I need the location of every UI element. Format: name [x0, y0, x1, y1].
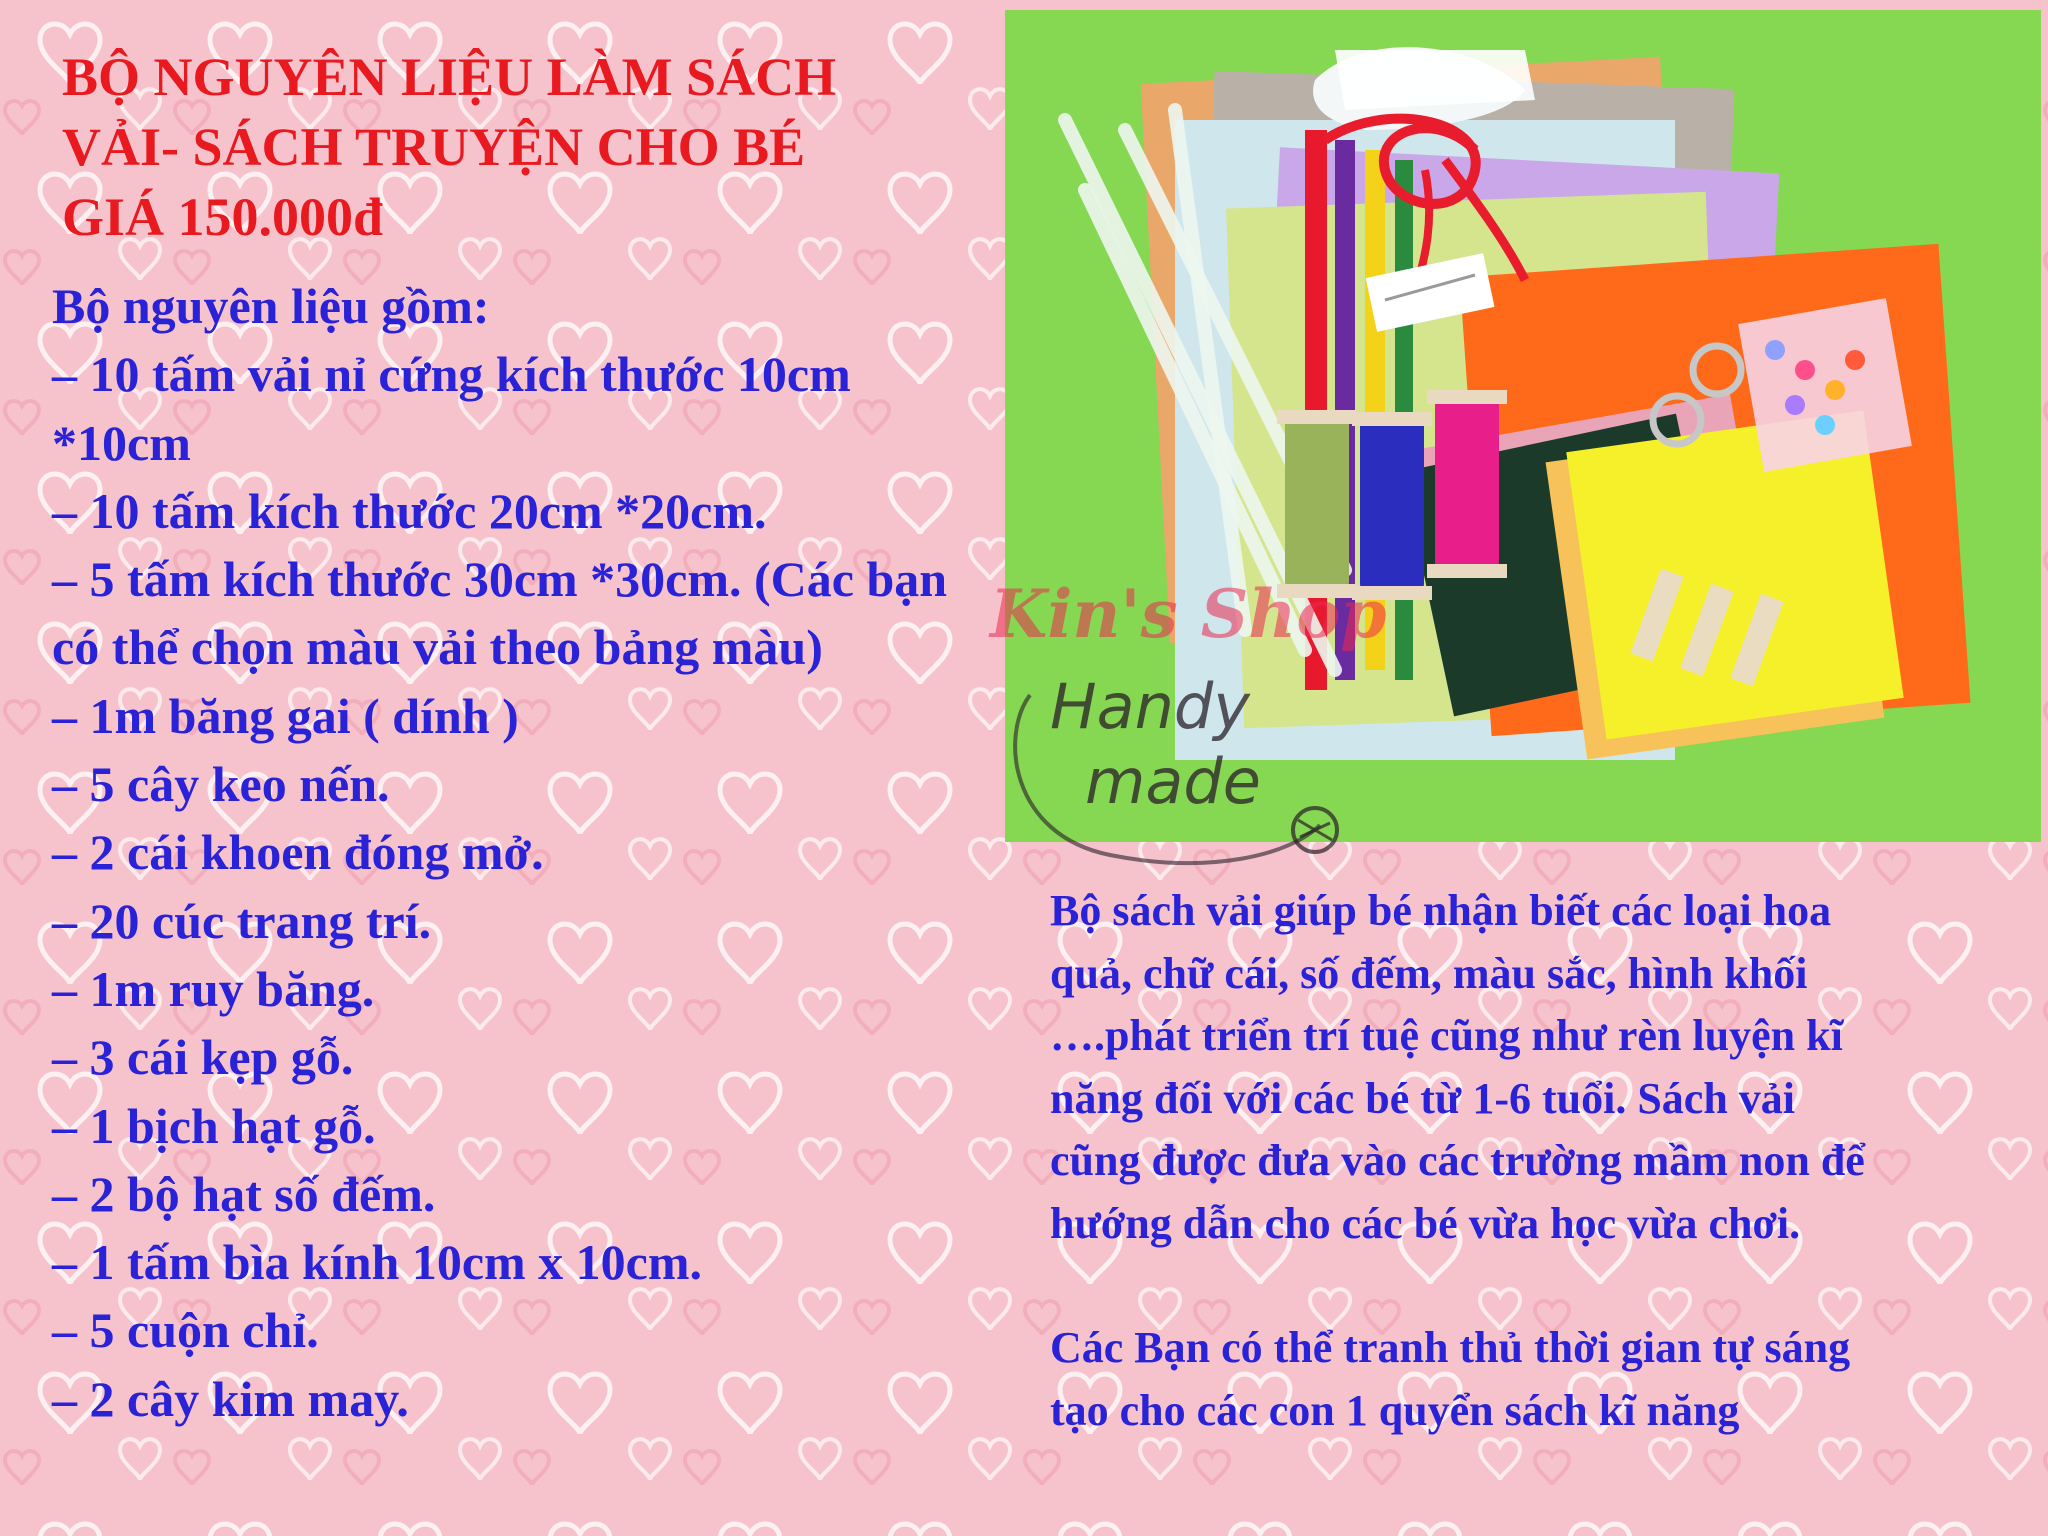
watermark-handy: Handy [1050, 670, 1250, 743]
list-item: – 1 bịch hạt gỗ. [52, 1097, 376, 1154]
list-item: – 20 cúc trang trí. [52, 892, 432, 949]
product-title [62, 42, 982, 252]
list-item: – 2 bộ hạt số đếm. [52, 1165, 436, 1222]
list-item: – 1m băng gai ( dính ) [52, 687, 519, 744]
description-line: năng đối với các bé từ 1-6 tuổi. Sách vải [1050, 1073, 1796, 1123]
watermark-shop-name: Kin's Shop [990, 575, 1387, 653]
materials-list [52, 272, 1062, 1433]
description-line: Các Bạn có thể tranh thủ thời gian tự sáng [1050, 1323, 1851, 1372]
materials-heading: Bộ nguyên liệu gồm: [52, 278, 490, 334]
product-description [1050, 880, 2040, 1442]
title-line: VẢI- SÁCH TRUYỆN CHO BÉ [62, 117, 806, 177]
list-item: – 2 cây kim may. [52, 1370, 409, 1427]
description-line: hướng dẫn cho các bé vừa học vừa chơi. [1050, 1198, 1801, 1248]
price-line: GIÁ 150.000đ [62, 187, 384, 247]
list-item: – 5 cuộn chỉ. [52, 1302, 319, 1359]
description-line: tạo cho các con 1 quyển sách kĩ năng [1050, 1385, 1740, 1435]
description-line: cũng được đưa vào các trường mầm non để [1050, 1136, 1865, 1185]
description-line: quả, chữ cái, số đếm, màu sắc, hình khối [1050, 948, 1808, 998]
list-item: – 5 tấm kích thước 30cm *30cm. (Các bạn [52, 551, 948, 608]
felt-kit-illustration [1005, 10, 2041, 842]
list-item: – 1 tấm bìa kính 10cm x 10cm. [52, 1234, 702, 1291]
list-item: – 10 tấm vải nỉ cứng kích thước 10cm [52, 346, 851, 403]
list-item: – 5 cây keo nến. [52, 756, 390, 813]
description-line: Bộ sách vải giúp bé nhận biết các loại hoa [1050, 886, 1832, 935]
product-photo [1005, 10, 2041, 842]
watermark-made: made [1085, 745, 1261, 818]
title-line: BỘ NGUYÊN LIỆU LÀM SÁCH [62, 47, 837, 107]
list-item: có thể chọn màu vải theo bảng màu) [52, 619, 823, 676]
list-item: – 1m ruy băng. [52, 960, 375, 1017]
paragraph-spacer [1050, 1255, 2040, 1317]
list-item: *10cm [52, 414, 191, 471]
list-item: – 3 cái kẹp gỗ. [52, 1029, 354, 1086]
list-item: – 2 cái khoen đóng mở. [52, 824, 544, 881]
list-item: – 10 tấm kích thước 20cm *20cm. [52, 482, 767, 539]
description-line: ….phát triển trí tuệ cũng như rèn luyện kĩ [1050, 1011, 1843, 1060]
